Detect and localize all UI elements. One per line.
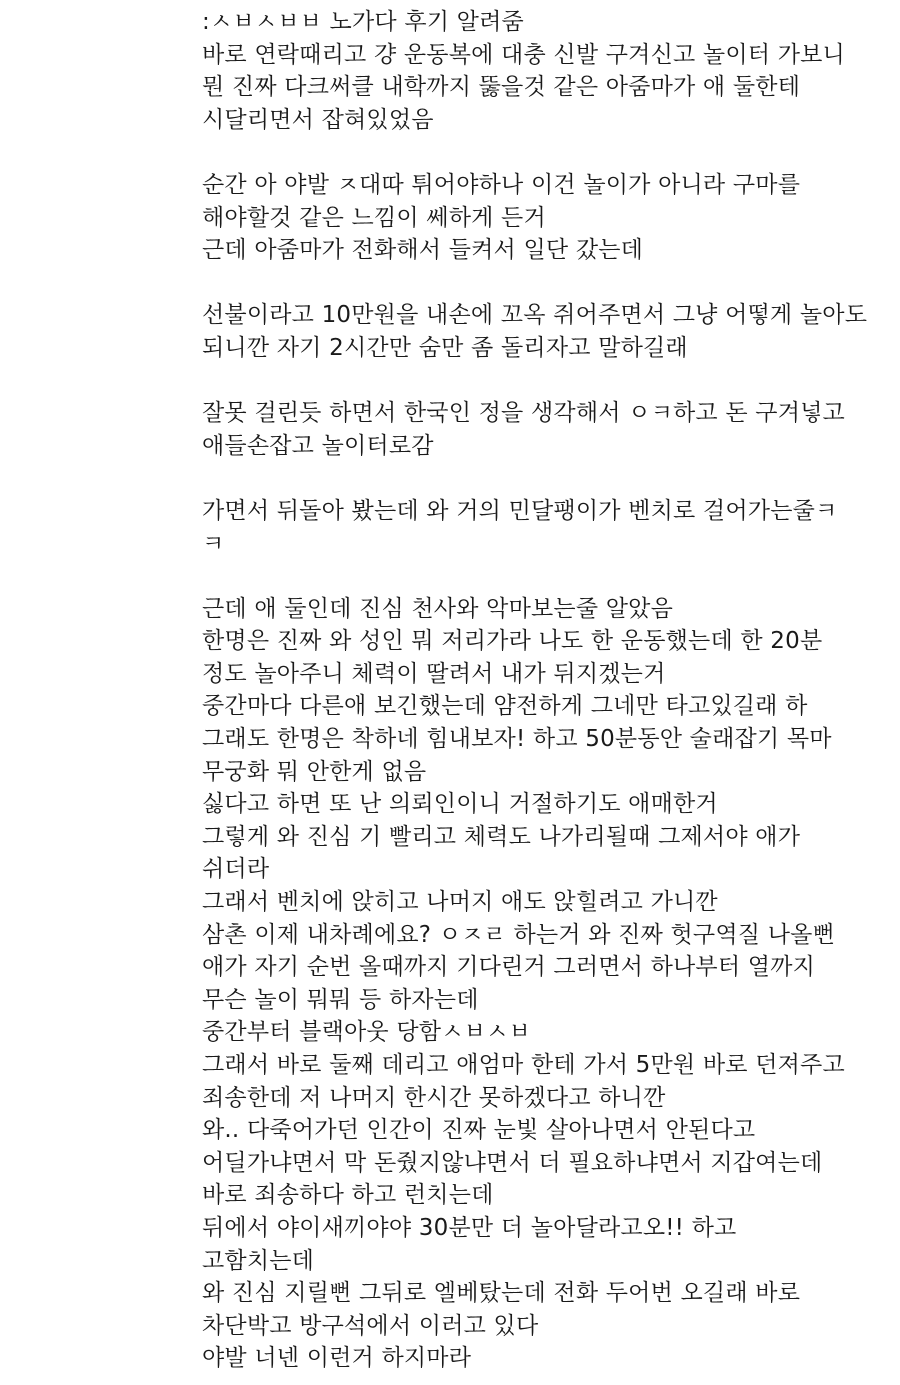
post-body [202,6,892,1375]
post-line: 야발 너넨 이런거 하지마라 [202,1345,472,1372]
post-line: 쉬더라 [202,856,270,883]
post-line: 애가 자기 순번 올때까지 기다린거 그러면서 하나부터 열까지 [202,954,816,981]
post-line: 무슨 놀이 뭐뭐 등 하자는데 [202,986,479,1013]
post-line: 바로 죄송하다 하고 런치는데 [202,1182,494,1209]
post-line: 차단박고 방구석에서 이러고 있다 [202,1312,539,1339]
post-line: 그래서 바로 둘째 데리고 애엄마 한테 가서 5만원 바로 던져주고 [202,1052,845,1078]
post-line: ㅋ [202,530,225,557]
blank-line [202,560,892,593]
post-line: 그래도 한명은 착하네 힘내보자! 하고 50분동안 술래잡기 목마 [202,726,832,753]
post-line: 무궁화 뭐 안한게 없음 [202,758,427,785]
post-line: 와.. 다죽어가던 인간이 진짜 눈빛 살아나면서 안된다고 [202,1117,756,1144]
post-line: 한명은 진짜 와 성인 뭐 저리가라 나도 한 운동했는데 한 20분 [202,628,823,655]
post-line: :ㅅㅂㅅㅂㅂ 노가다 후기 알려줌 [202,9,524,35]
post-line: 싫다고 하면 또 난 의뢰인이니 거절하기도 애매한거 [202,791,718,818]
post-line: 그래서 벤치에 앉히고 나머지 애도 앉힐려고 가니깐 [202,889,718,916]
post-line: 와 진심 지릴뻔 그뒤로 엘베탔는데 전화 두어번 오길래 바로 [202,1280,801,1307]
blank-line [202,267,892,300]
post-line: 되니깐 자기 2시간만 숨만 좀 돌리자고 말하길래 [202,334,688,361]
post-line: 중간부터 블랙아웃 당함ㅅㅂㅅㅂ [202,1019,531,1046]
post-line: 뒤에서 야이새끼야야 30분만 더 놀아달라고오!! 하고 [202,1214,737,1241]
post-line: 고함치는데 [202,1247,315,1274]
post-line: 가면서 뒤돌아 봤는데 와 거의 민달팽이가 벤치로 걸어가는줄ㅋ [202,497,838,524]
post-line: 삼촌 이제 내차례에요? ㅇㅈㄹ 하는거 와 진짜 헛구역질 나올뻔 [202,921,835,948]
blank-line [202,136,892,169]
post-line: 바로 연락때리고 걍 운동복에 대충 신발 구겨신고 놀이터 가보니 [202,41,845,68]
post-line: 시달리면서 잡혀있었음 [202,106,434,133]
post-line: 잘못 걸린듯 하면서 한국인 정을 생각해서 ㅇㅋ하고 돈 구겨넣고 [202,400,845,427]
blank-line [202,365,892,398]
post-line: 선불이라고 10만원을 내손에 꼬옥 쥐어주면서 그냥 어떻게 놀아도 [202,302,868,329]
post-line: 근데 애 둘인데 진심 천사와 악마보는줄 알았음 [202,595,674,622]
post-line: 뭔 진짜 다크써클 내학까지 뚫을것 같은 아줌마가 애 둘한테 [202,74,801,101]
post-line: 어딜가냐면서 막 돈줬지않냐면서 더 필요하냐면서 지갑여는데 [202,1149,823,1176]
post-line: 애들손잡고 놀이터로감 [202,432,434,459]
post-line: 중간마다 다른애 보긴했는데 얌전하게 그네만 타고있길래 하 [202,693,808,720]
post-line: 죄송한데 저 나머지 한시간 못하겠다고 하니깐 [202,1084,666,1111]
blank-line [202,462,892,495]
post-line: 그렇게 와 진심 기 빨리고 체력도 나가리될때 그제서야 애가 [202,823,801,850]
post-line: 근데 아줌마가 전화해서 들켜서 일단 갔는데 [202,237,644,264]
post-line: 순간 아 야발 ㅈ대따 튀어야하나 이건 놀이가 아니라 구마를 [202,171,801,198]
post-line: 정도 놀아주니 체력이 딸려서 내가 뒤지겠는거 [202,660,666,687]
post-line: 해야할것 같은 느낌이 쎄하게 든거 [202,204,546,231]
